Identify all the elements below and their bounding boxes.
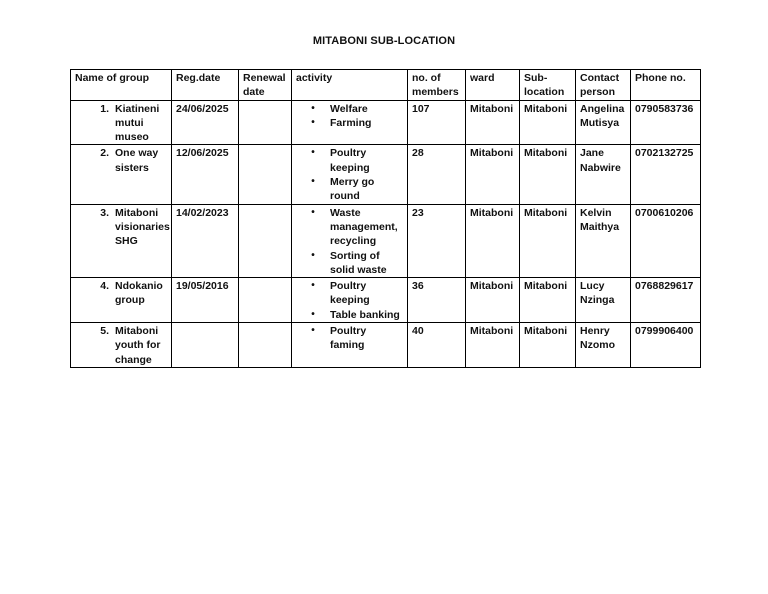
header-ward: ward [466, 70, 520, 101]
table-header-row [71, 70, 701, 101]
cell-contact-person: Angelina Mutisya [576, 100, 631, 145]
cell-reg-date: 14/02/2023 [172, 204, 239, 277]
groups-table [70, 69, 701, 368]
cell-sub-location: Mitaboni [520, 100, 576, 145]
activity-list [296, 146, 403, 203]
cell-members: 107 [408, 100, 466, 145]
cell-ward: Mitaboni [466, 204, 520, 277]
cell-contact-person: Henry Nzomo [576, 323, 631, 368]
bullet-icon: • [311, 116, 315, 128]
activity-text: Farming [330, 116, 372, 129]
activity-item [296, 146, 403, 175]
list-number: 4. [100, 280, 109, 293]
cell-activity [292, 204, 408, 277]
cell-phone: 0790583736 [631, 100, 701, 145]
cell-group-name [71, 145, 172, 204]
header-sub-location: Sub-location [520, 70, 576, 101]
activity-item [296, 324, 403, 353]
activity-text: Poultry faming [330, 325, 367, 352]
cell-reg-date: 12/06/2025 [172, 145, 239, 204]
header-activity: activity [292, 70, 408, 101]
cell-activity [292, 278, 408, 323]
activity-item [296, 102, 403, 116]
cell-group-name [71, 100, 172, 145]
table-row [71, 204, 701, 277]
activity-list [296, 206, 403, 277]
header-contact-person: Contact person [576, 70, 631, 101]
document-title: MITABONI SUB-LOCATION [312, 35, 456, 47]
bullet-icon: • [311, 308, 315, 320]
cell-ward: Mitaboni [466, 145, 520, 204]
cell-phone: 0768829617 [631, 278, 701, 323]
cell-ward: Mitaboni [466, 278, 520, 323]
header-reg-date: Reg.date [172, 70, 239, 101]
header-renewal-date: Renewal date [239, 70, 292, 101]
cell-reg-date: 19/05/2016 [172, 278, 239, 323]
activity-text: Welfare [330, 102, 368, 115]
activity-list [296, 279, 403, 322]
cell-sub-location: Mitaboni [520, 323, 576, 368]
bullet-icon: • [311, 102, 315, 114]
cell-activity [292, 145, 408, 204]
bullet-icon: • [311, 176, 315, 188]
activity-list [296, 324, 403, 353]
header-no-of-members: no. of members [408, 70, 466, 101]
activity-text: Table banking [330, 308, 400, 321]
cell-reg-date: 24/06/2025 [172, 100, 239, 145]
table-row [71, 145, 701, 204]
activity-item [296, 279, 403, 308]
activity-item [296, 308, 403, 322]
cell-members: 23 [408, 204, 466, 277]
group-name: One way sisters [115, 147, 159, 174]
cell-contact-person: Kelvin Maithya [576, 204, 631, 277]
bullet-icon: • [311, 280, 315, 292]
list-number: 5. [100, 325, 109, 338]
activity-text: Merry go round [330, 176, 375, 203]
activity-text: Poultry keeping [330, 280, 370, 307]
header-phone-no: Phone no. [631, 70, 701, 101]
table-row [71, 323, 701, 368]
activity-item [296, 206, 403, 249]
group-name: Mitaboni youth for change [115, 325, 161, 366]
cell-phone: 0702132725 [631, 145, 701, 204]
cell-phone: 0700610206 [631, 204, 701, 277]
table-row [71, 278, 701, 323]
cell-ward: Mitaboni [466, 323, 520, 368]
cell-sub-location: Mitaboni [520, 204, 576, 277]
cell-members: 40 [408, 323, 466, 368]
group-name: Ndokanio group [115, 280, 163, 307]
cell-sub-location: Mitaboni [520, 145, 576, 204]
cell-members: 28 [408, 145, 466, 204]
cell-sub-location: Mitaboni [520, 278, 576, 323]
cell-renewal-date [239, 323, 292, 368]
bullet-icon: • [311, 249, 315, 261]
activity-text: Waste management, recycling [330, 206, 398, 248]
cell-reg-date [172, 323, 239, 368]
cell-renewal-date [239, 145, 292, 204]
table-row [71, 100, 701, 145]
cell-renewal-date [239, 278, 292, 323]
cell-ward: Mitaboni [466, 100, 520, 145]
cell-contact-person: Jane Nabwire [576, 145, 631, 204]
activity-text: Poultry keeping [330, 147, 370, 174]
cell-renewal-date [239, 204, 292, 277]
activity-item [296, 116, 403, 130]
cell-activity [292, 323, 408, 368]
bullet-icon: • [311, 206, 315, 218]
cell-contact-person: Lucy Nzinga [576, 278, 631, 323]
cell-group-name [71, 204, 172, 277]
cell-activity [292, 100, 408, 145]
activity-list [296, 102, 403, 131]
activity-item [296, 249, 403, 278]
cell-phone: 0799906400 [631, 323, 701, 368]
list-number: 3. [100, 206, 109, 219]
bullet-icon: • [311, 325, 315, 337]
group-name: Mitaboni visionaries SHG [115, 206, 170, 248]
list-number: 2. [100, 147, 109, 160]
group-name: Kiatineni mutui museo [115, 102, 160, 144]
cell-group-name [71, 278, 172, 323]
bullet-icon: • [311, 147, 315, 159]
list-number: 1. [100, 102, 109, 115]
cell-members: 36 [408, 278, 466, 323]
cell-group-name [71, 323, 172, 368]
activity-text: Sorting of solid waste [330, 249, 387, 276]
header-name-of-group: Name of group [71, 70, 172, 101]
activity-item [296, 175, 403, 204]
cell-renewal-date [239, 100, 292, 145]
